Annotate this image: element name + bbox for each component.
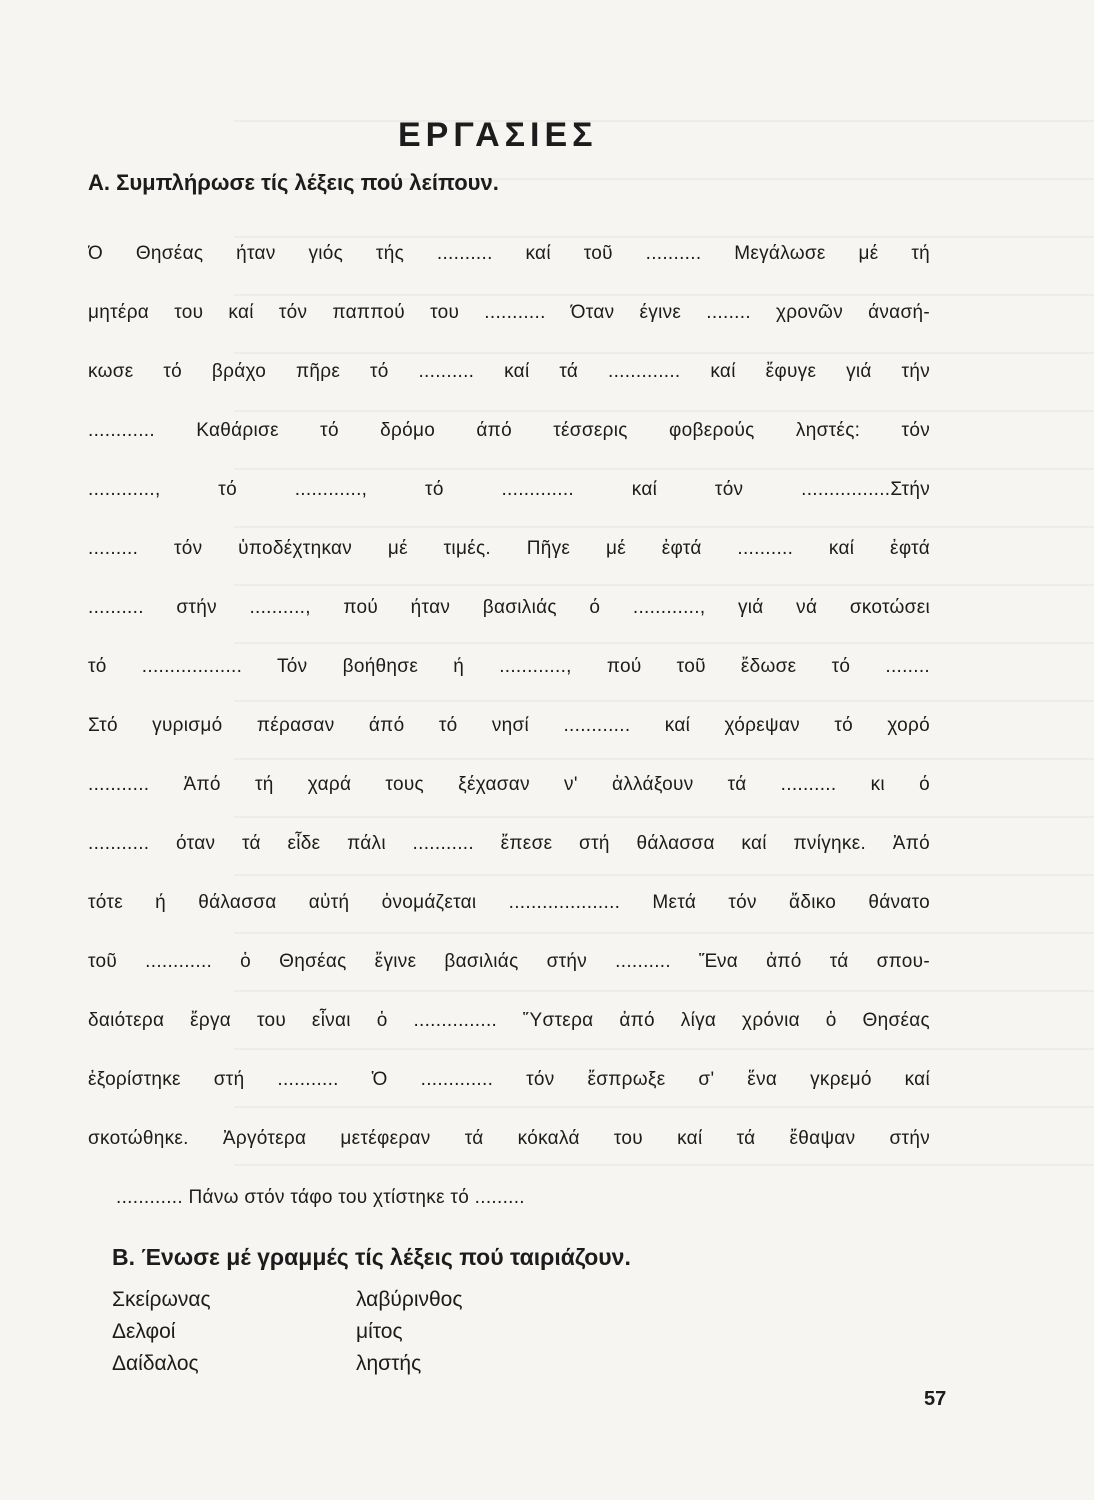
exercise-line: ............ Καθάρισε τό δρόμο άπό τέσσερις φοβερούς ληστές: τόν xyxy=(88,420,930,441)
match-right-column xyxy=(356,1284,462,1380)
match-left-item: Δελφοί xyxy=(112,1320,176,1343)
exercise-line: Στό γυρισμό πέρασαν άπό τό νησί ............ καί χόρεψαν τό χορό xyxy=(88,715,930,736)
page-title: ΕΡΓΑΣΙΕΣ xyxy=(398,116,598,154)
exercise-line: ......... τόν ὑποδέχτηκαν μέ τιμές. Πῆγε μέ ἐφτά .......... καί ἐφτά xyxy=(88,538,930,559)
match-right-item: μίτος xyxy=(356,1320,403,1343)
section-a-heading: Α. Συμπλήρωσε τίς λέξεις πού λείπουν. xyxy=(88,170,499,195)
page-number: 57 xyxy=(924,1388,947,1410)
section-b-heading: Β. Ένωσε μέ γραμμές τίς λέξεις πού ταιριάζουν. xyxy=(112,1244,631,1270)
exercise-line: κωσε τό βράχο πῆρε τό .......... καί τά ............. καί ἔφυγε γιά τήν xyxy=(88,361,930,382)
exercise-line: σκοτώθηκε. Ἀργότερα μετέφεραν τά κόκαλά του καί τά ἔθαψαν στήν xyxy=(88,1128,930,1149)
exercise-line: Ό Θησέας ήταν γιός τής .......... καί τοῦ .......... Μεγάλωσε μέ τή xyxy=(88,243,930,264)
exercise-line: ............, τό ............, τό ............. καί τόν ................Στήν xyxy=(88,479,930,500)
match-left-item: Σκείρωνας xyxy=(112,1288,211,1311)
exercise-line: ............ Πάνω στόν τάφο του χτίστηκε τό ......... xyxy=(116,1187,525,1208)
exercise-line: τοῦ ............ ὁ Θησέας ἔγινε βασιλιάς στήν .......... Ἕνα ἀπό τά σπου- xyxy=(88,951,930,972)
match-right-item: ληστής xyxy=(356,1352,422,1375)
exercise-line: ἐξορίστηκε στή ........... Ὁ ............. τόν ἔσπρωξε σ' ἕνα γκρεμό καί xyxy=(88,1069,930,1090)
exercise-line: ........... Ἀπό τή χαρά τους ξέχασαν ν' ἀλλάξουν τά .......... κι ό xyxy=(88,774,930,795)
exercise-line: δαιότερα ἔργα του εἶναι ὁ ............... Ὕστερα ἀπό λίγα χρόνια ὁ Θησέας xyxy=(88,1010,930,1031)
exercise-line: τό .................. Τόν βοήθησε ή ............, πού τοῦ ἔδωσε τό ........ xyxy=(88,656,930,677)
exercise-line: μητέρα του καί τόν παππού του ........... Όταν έγινε ........ χρονῶν άνασή- xyxy=(88,302,930,323)
exercise-line: ........... όταν τά εἶδε πάλι ........... ἔπεσε στή θάλασσα καί πνίγηκε. Ἀπό xyxy=(88,833,930,854)
fill-in-exercise xyxy=(88,224,930,1227)
match-left-column xyxy=(112,1284,211,1380)
match-left-item: Δαίδαλος xyxy=(112,1352,199,1375)
exercise-line: .......... στήν .........., πού ήταν βασιλιάς ό ............, γιά νά σκοτώσει xyxy=(88,597,930,618)
match-right-item: λαβύρινθος xyxy=(356,1288,463,1311)
exercise-line: τότε ή θάλασσα αὐτή ὀνομάζεται .................... Μετά τόν ἄδικο θάνατο xyxy=(88,892,930,913)
